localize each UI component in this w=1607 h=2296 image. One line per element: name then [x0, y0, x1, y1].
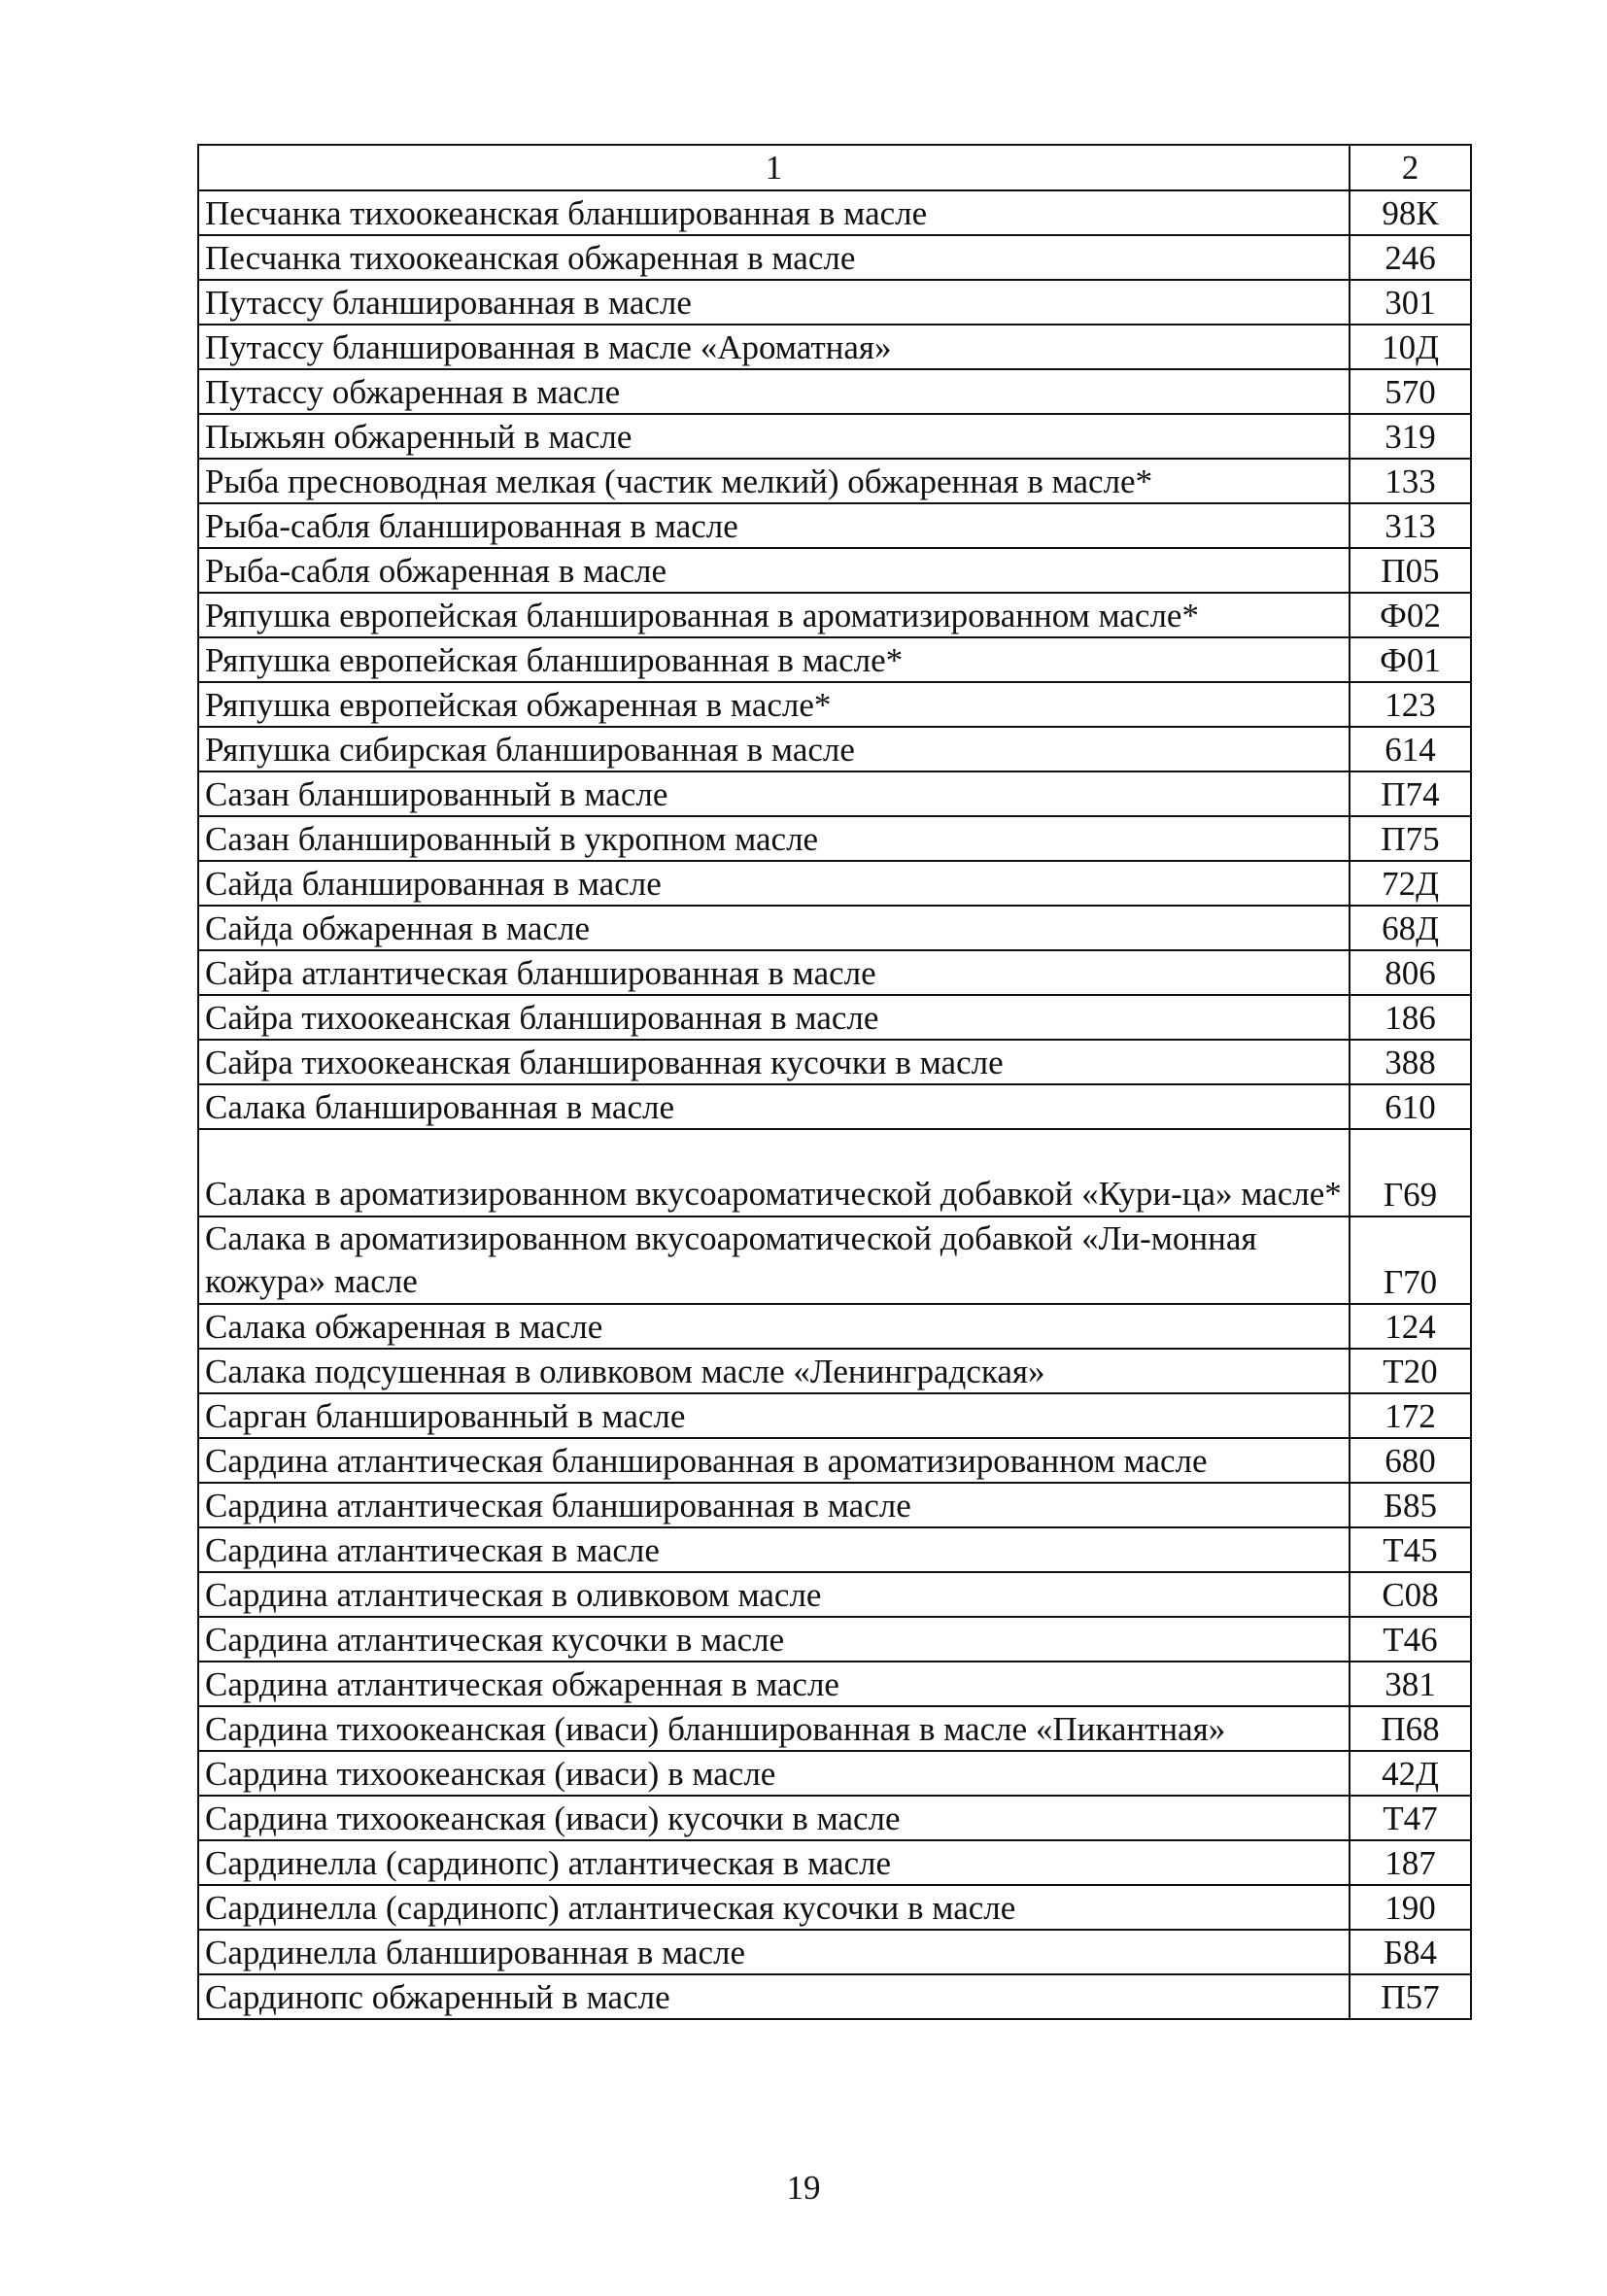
product-code-cell: С08 — [1350, 1572, 1471, 1617]
product-code-cell: Т47 — [1350, 1796, 1471, 1840]
product-code-cell: 10Д — [1350, 325, 1471, 369]
product-code-cell: 388 — [1350, 1040, 1471, 1084]
table-row — [198, 637, 1471, 682]
product-name-cell: Салака подсушенная в оливковом масле «Ленинградская» — [198, 1349, 1350, 1393]
product-code-cell: 313 — [1350, 503, 1471, 548]
product-code-cell: 68Д — [1350, 906, 1471, 950]
product-name-cell: Сазан бланшированный в укропном масле — [198, 816, 1350, 861]
table-row — [198, 414, 1471, 459]
product-name-cell: Рыба пресноводная мелкая (частик мелкий) обжаренная в масле* — [198, 459, 1350, 503]
product-code-cell: 190 — [1350, 1885, 1471, 1930]
product-name-cell: Сардинелла (сардинопс) атлантическая в масле — [198, 1840, 1350, 1885]
product-name-cell: Рыба-сабля обжаренная в масле — [198, 548, 1350, 593]
product-name-cell: Сарган бланшированный в масле — [198, 1393, 1350, 1438]
table-row — [198, 1796, 1471, 1840]
product-code-cell: Г69 — [1350, 1129, 1471, 1217]
product-name-cell: Рыба-сабля бланшированная в масле — [198, 503, 1350, 548]
product-name-cell: Путассу бланшированная в масле — [198, 280, 1350, 325]
table-row — [198, 1393, 1471, 1438]
product-name-cell: Путассу бланшированная в масле «Ароматная» — [198, 325, 1350, 369]
table-row — [198, 950, 1471, 995]
table-row — [198, 235, 1471, 280]
product-code-cell: П68 — [1350, 1706, 1471, 1751]
table-row — [198, 369, 1471, 414]
product-code-cell: 42Д — [1350, 1751, 1471, 1796]
column-header-2: 2 — [1350, 145, 1471, 190]
table-row — [198, 727, 1471, 771]
product-name-cell: Сайра атлантическая бланшированная в масле — [198, 950, 1350, 995]
product-code-cell: Г70 — [1350, 1217, 1471, 1304]
product-name-cell: Пыжьян обжаренный в масле — [198, 414, 1350, 459]
product-name-cell: Сардина тихоокеанская (иваси) в масле — [198, 1751, 1350, 1796]
product-code-cell: 123 — [1350, 682, 1471, 727]
product-name-cell: Сайда бланшированная в масле — [198, 861, 1350, 906]
product-code-cell: 570 — [1350, 369, 1471, 414]
table-row — [198, 816, 1471, 861]
table-row — [198, 1438, 1471, 1483]
table-row — [198, 280, 1471, 325]
product-name-cell: Салака бланшированная в масле — [198, 1084, 1350, 1129]
product-name-cell: Сардина атлантическая в оливковом масле — [198, 1572, 1350, 1617]
product-code-cell: Б84 — [1350, 1930, 1471, 1974]
product-code-cell: 319 — [1350, 414, 1471, 459]
product-name-cell: Путассу обжаренная в масле — [198, 369, 1350, 414]
product-name-cell: Сайра тихоокеанская бланшированная кусочки в масле — [198, 1040, 1350, 1084]
table-row — [198, 1040, 1471, 1084]
table-row — [198, 1304, 1471, 1349]
table-row — [198, 771, 1471, 816]
product-name-cell: Сардина атлантическая в масле — [198, 1527, 1350, 1572]
table-row — [198, 1840, 1471, 1885]
table-row — [198, 682, 1471, 727]
product-code-cell: 806 — [1350, 950, 1471, 995]
product-code-cell: Т20 — [1350, 1349, 1471, 1393]
product-name-cell: Ряпушка европейская обжаренная в масле* — [198, 682, 1350, 727]
column-header-1: 1 — [198, 145, 1350, 190]
table-row — [198, 1751, 1471, 1796]
product-name-cell: Сардина тихоокеанская (иваси) бланшированная в масле «Пикантная» — [198, 1706, 1350, 1751]
table-row — [198, 1217, 1471, 1304]
product-code-table — [197, 144, 1472, 2020]
product-code-cell: 246 — [1350, 235, 1471, 280]
table-row — [198, 1617, 1471, 1662]
product-name-cell: Салака обжаренная в масле — [198, 1304, 1350, 1349]
table-row — [198, 1930, 1471, 1974]
product-name-cell: Сардина атлантическая бланшированная в ароматизированном масле — [198, 1438, 1350, 1483]
table-row — [198, 593, 1471, 637]
product-name-cell: Ряпушка европейская бланшированная в масле* — [198, 637, 1350, 682]
product-code-cell: 301 — [1350, 280, 1471, 325]
page-number: 19 — [786, 2169, 821, 2207]
table-row — [198, 190, 1471, 235]
product-code-cell: Т45 — [1350, 1527, 1471, 1572]
product-name-cell: Сардина атлантическая кусочки в масле — [198, 1617, 1350, 1662]
table-header-row — [198, 145, 1471, 190]
table-row — [198, 995, 1471, 1040]
product-code-cell: 614 — [1350, 727, 1471, 771]
table-row — [198, 503, 1471, 548]
table-row — [198, 1572, 1471, 1617]
table-row — [198, 1662, 1471, 1706]
product-name-cell: Сардинелла (сардинопс) атлантическая кусочки в масле — [198, 1885, 1350, 1930]
product-code-cell: П57 — [1350, 1974, 1471, 2019]
product-code-cell: Т46 — [1350, 1617, 1471, 1662]
product-code-cell: 680 — [1350, 1438, 1471, 1483]
product-code-cell: П75 — [1350, 816, 1471, 861]
product-name-cell: Сардина тихоокеанская (иваси) кусочки в масле — [198, 1796, 1350, 1840]
table-row — [198, 906, 1471, 950]
table-row — [198, 1974, 1471, 2019]
product-name-cell: Сазан бланшированный в масле — [198, 771, 1350, 816]
product-name-cell: Сардинелла бланшированная в масле — [198, 1930, 1350, 1974]
product-name-cell: Песчанка тихоокеанская бланшированная в масле — [198, 190, 1350, 235]
product-code-cell: 72Д — [1350, 861, 1471, 906]
product-code-cell: П74 — [1350, 771, 1471, 816]
product-name-cell: Сайда обжаренная в масле — [198, 906, 1350, 950]
product-code-cell: Ф01 — [1350, 637, 1471, 682]
product-name-cell: Песчанка тихоокеанская обжаренная в масле — [198, 235, 1350, 280]
table-row — [198, 1129, 1471, 1217]
product-code-cell: П05 — [1350, 548, 1471, 593]
table-row — [198, 1885, 1471, 1930]
product-code-cell: 124 — [1350, 1304, 1471, 1349]
product-name-cell: Ряпушка европейская бланшированная в ароматизированном масле* — [198, 593, 1350, 637]
product-code-cell: 186 — [1350, 995, 1471, 1040]
table-row — [198, 861, 1471, 906]
table-row — [198, 1483, 1471, 1527]
product-name-cell: Салака в ароматизированном вкусоароматической добавкой «Ли-монная кожура» масле — [198, 1217, 1350, 1304]
table-row — [198, 1084, 1471, 1129]
product-code-cell: 172 — [1350, 1393, 1471, 1438]
product-code-cell: 187 — [1350, 1840, 1471, 1885]
table-body — [198, 190, 1471, 2019]
product-name-cell: Сардина атлантическая бланшированная в масле — [198, 1483, 1350, 1527]
product-name-cell: Ряпушка сибирская бланшированная в масле — [198, 727, 1350, 771]
product-code-cell: 133 — [1350, 459, 1471, 503]
product-code-cell: 610 — [1350, 1084, 1471, 1129]
product-name-cell: Сайра тихоокеанская бланшированная в масле — [198, 995, 1350, 1040]
table-row — [198, 325, 1471, 369]
product-name-cell: Сардина атлантическая обжаренная в масле — [198, 1662, 1350, 1706]
product-code-cell: 381 — [1350, 1662, 1471, 1706]
product-code-cell: 98К — [1350, 190, 1471, 235]
table-row — [198, 459, 1471, 503]
table-row — [198, 1349, 1471, 1393]
table-row — [198, 1706, 1471, 1751]
table-row — [198, 1527, 1471, 1572]
product-code-cell: Б85 — [1350, 1483, 1471, 1527]
product-name-cell: Сардинопс обжаренный в масле — [198, 1974, 1350, 2019]
product-code-cell: Ф02 — [1350, 593, 1471, 637]
table-row — [198, 548, 1471, 593]
product-name-cell: Салака в ароматизированном вкусоароматической добавкой «Кури-ца» масле* — [198, 1129, 1350, 1217]
